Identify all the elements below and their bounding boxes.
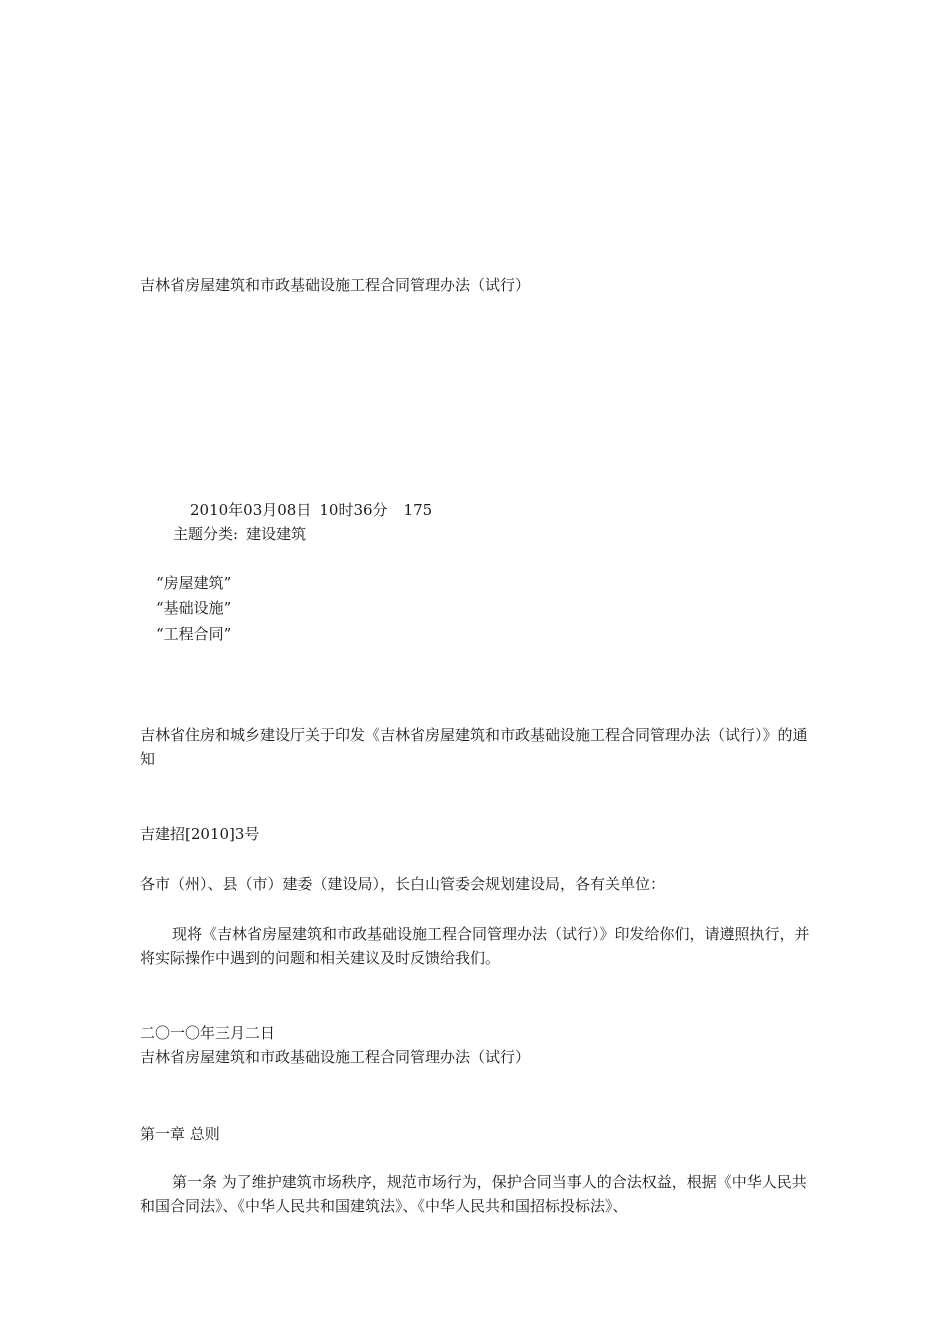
chapter-heading: 第一章 总则 (140, 1125, 220, 1143)
article-paragraph: 第一条 为了维护建筑市场秩序，规范市场行为，保护合同当事人的合法权益，根据《中华人民共和国合同法》、《中华人民共和国建筑法》、《中华人民共和国招标投标法》、 (140, 1173, 807, 1215)
issue-date: 二〇一〇年三月二日 (140, 1024, 276, 1042)
tag-item: “房屋建筑” (156, 574, 232, 592)
tag-item: “工程合同” (156, 625, 232, 643)
document-number: 吉建招[2010]3号 (140, 825, 260, 843)
publish-date: 2010年03月08日 (190, 501, 312, 519)
regulation-title: 吉林省房屋建筑和市政基础设施工程合同管理办法（试行） (140, 1048, 531, 1066)
category-value: 建设建筑 (246, 525, 307, 543)
category-line (173, 522, 306, 546)
view-count: 175 (403, 501, 433, 519)
tag-item: “基础设施” (156, 599, 232, 617)
document-title: 吉林省房屋建筑和市政基础设施工程合同管理办法（试行） (140, 276, 531, 294)
notice-title: 吉林省住房和城乡建设厅关于印发《吉林省房屋建筑和市政基础设施工程合同管理办法（试行）》的通知 (140, 726, 808, 768)
addressee: 各市（州）、县（市）建委（建设局），长白山管委会规划建设局，各有关单位： (140, 875, 666, 893)
publish-time: 10时36分 (319, 501, 388, 519)
category-label: 主题分类: (173, 525, 239, 543)
publish-meta-line (190, 498, 432, 522)
body-paragraph: 现将《吉林省房屋建筑和市政基础设施工程合同管理办法（试行）》印发给你们，请遵照执行，并将实际操作中遇到的问题和相关建议及时反馈给我们。 (140, 925, 810, 967)
